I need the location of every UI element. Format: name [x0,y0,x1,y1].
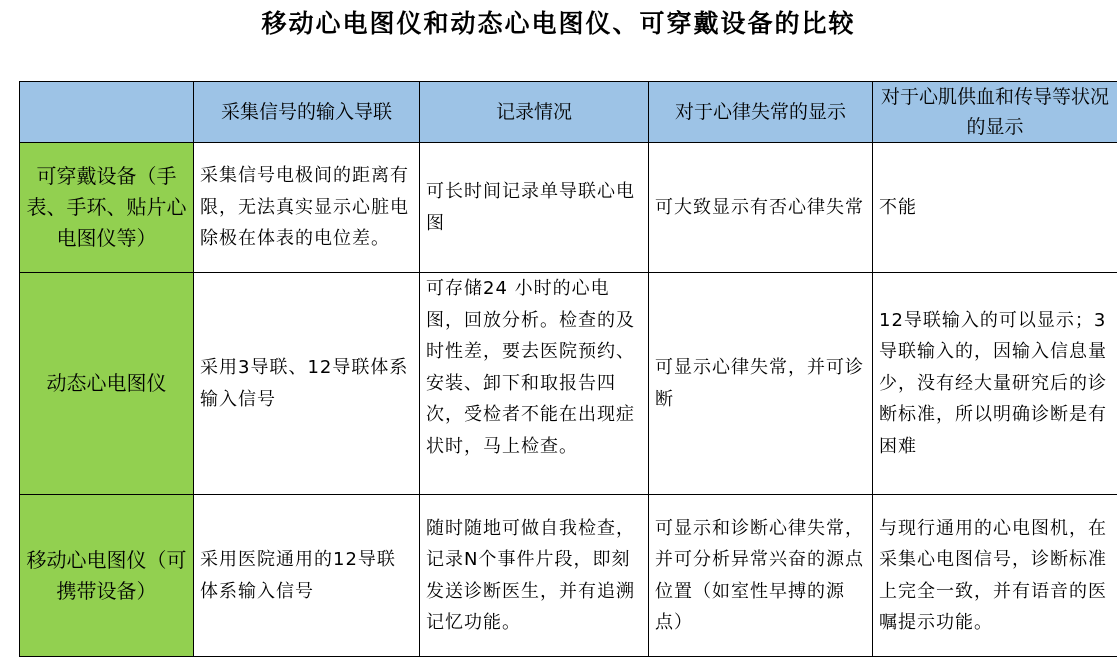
header-cell-arrhythmia: 对于心律失常的显示 [649,82,873,143]
cell-recording: 可存储24 小时的心电图，回放分析。检查的及时性差，要去医院预约、安装、卸下和取报告四次，受检者不能在出现症状时，马上检查。 [420,273,649,495]
header-cell-corner [20,82,194,143]
table-row [20,273,1117,495]
cell-input-leads: 采集信号电极间的距离有限，无法真实显示心脏电除极在体表的电位差。 [194,143,420,273]
cell-ischemia-conduction: 12导联输入的可以显示；3导联输入的，因输入信息量少，没有经大量研究后的诊断标准，所以明确诊断是有困难 [873,273,1117,495]
header-cell-ischemia-conduction: 对于心肌供血和传导等状况的显示 [873,82,1117,143]
header-cell-recording: 记录情况 [420,82,649,143]
cell-arrhythmia: 可显示心律失常，并可诊断 [649,273,873,495]
table-header-row [20,82,1117,143]
page-title: 移动心电图仪和动态心电图仪、可穿戴设备的比较 [261,9,856,38]
cell-input-leads: 采用医院通用的12导联体系输入信号 [194,495,420,657]
cell-recording: 随时随地可做自我检查，记录N个事件片段，即刻发送诊断医生，并有追溯记忆功能。 [420,495,649,657]
comparison-table [19,81,1117,657]
row-header-mobile-ecg: 移动心电图仪（可携带设备） [20,495,194,657]
table-row [20,495,1117,657]
cell-ischemia-conduction: 与现行通用的心电图机，在采集心电图信号，诊断标准上完全一致，并有语音的医嘱提示功能。 [873,495,1117,657]
cell-arrhythmia: 可显示和诊断心律失常，并可分析异常兴奋的源点位置（如室性早搏的源点） [649,495,873,657]
row-header-wearable: 可穿戴设备（手表、手环、贴片心电图仪等） [20,143,194,273]
row-header-holter: 动态心电图仪 [20,273,194,495]
cell-input-leads: 采用3导联、12导联体系输入信号 [194,273,420,495]
cell-arrhythmia: 可大致显示有否心律失常 [649,143,873,273]
cell-ischemia-conduction: 不能 [873,143,1117,273]
header-cell-input-leads: 采集信号的输入导联 [194,82,420,143]
cell-recording: 可长时间记录单导联心电图 [420,143,649,273]
table-row [20,143,1117,273]
